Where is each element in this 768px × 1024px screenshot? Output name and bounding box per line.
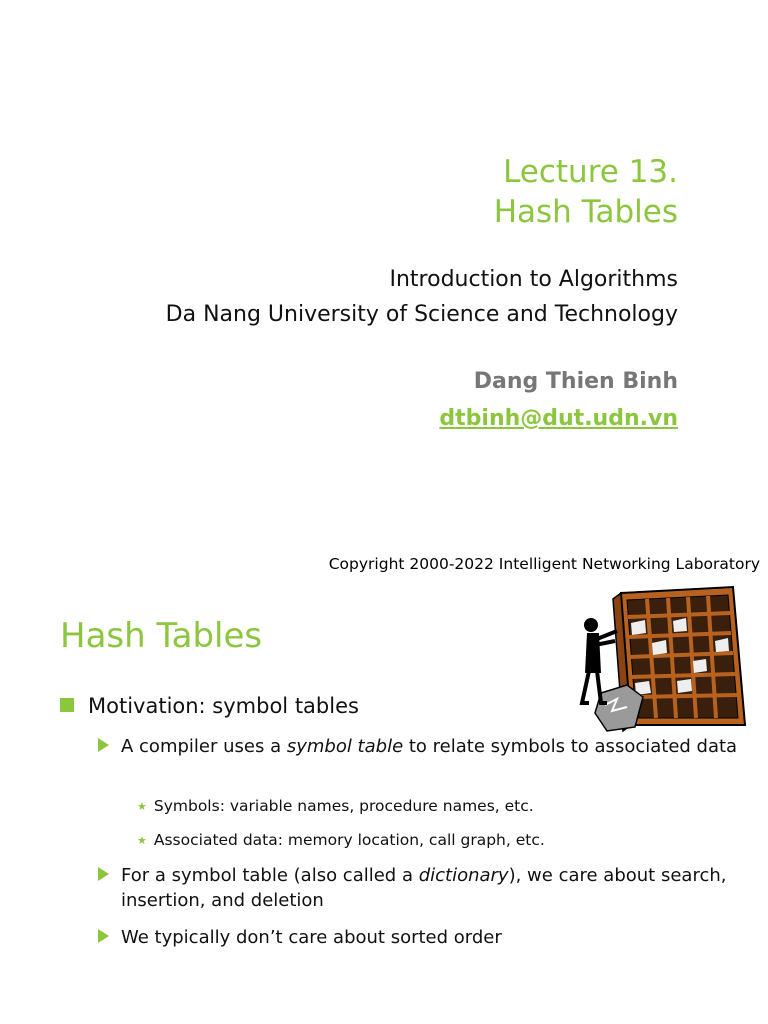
bullet-symbols: ★ Symbols: variable names, procedure names, etc.	[137, 797, 534, 815]
triangle-bullet-icon	[98, 867, 109, 881]
university-name: Da Nang University of Science and Technology	[165, 302, 678, 327]
star-bullet-icon: ★	[137, 834, 147, 847]
bullet-compiler-symbol-table: A compiler uses a symbol table to relate symbols to associated data	[98, 734, 738, 759]
bullet-sorted-order: We typically don’t care about sorted order	[98, 925, 738, 950]
bullet-motivation: Motivation: symbol tables	[60, 692, 359, 720]
star-bullet-icon: ★	[137, 800, 147, 813]
author-name: Dang Thien Binh	[473, 369, 678, 394]
square-bullet-icon	[60, 698, 74, 712]
course-name: Introduction to Algorithms	[389, 267, 678, 292]
course-info	[166, 262, 678, 332]
triangle-bullet-icon	[98, 738, 109, 752]
bullet-associated-data: ★ Associated data: memory location, call graph, etc.	[137, 831, 545, 849]
bullet-dictionary: For a symbol table (also called a dictionary), we care about search, insertion, and deletion	[98, 863, 738, 913]
pigeonhole-cabinet-illustration	[565, 585, 765, 735]
triangle-bullet-icon	[98, 929, 109, 943]
lecture-title	[494, 152, 678, 232]
lecture-topic: Hash Tables	[493, 194, 678, 230]
slide-title: Hash Tables	[60, 616, 263, 656]
lecture-number: Lecture 13.	[503, 154, 678, 190]
author-email-link[interactable]: dtbinh@dut.udn.vn	[439, 406, 678, 431]
copyright-notice: Copyright 2000-2022 Intelligent Networking Laboratory	[328, 555, 760, 573]
